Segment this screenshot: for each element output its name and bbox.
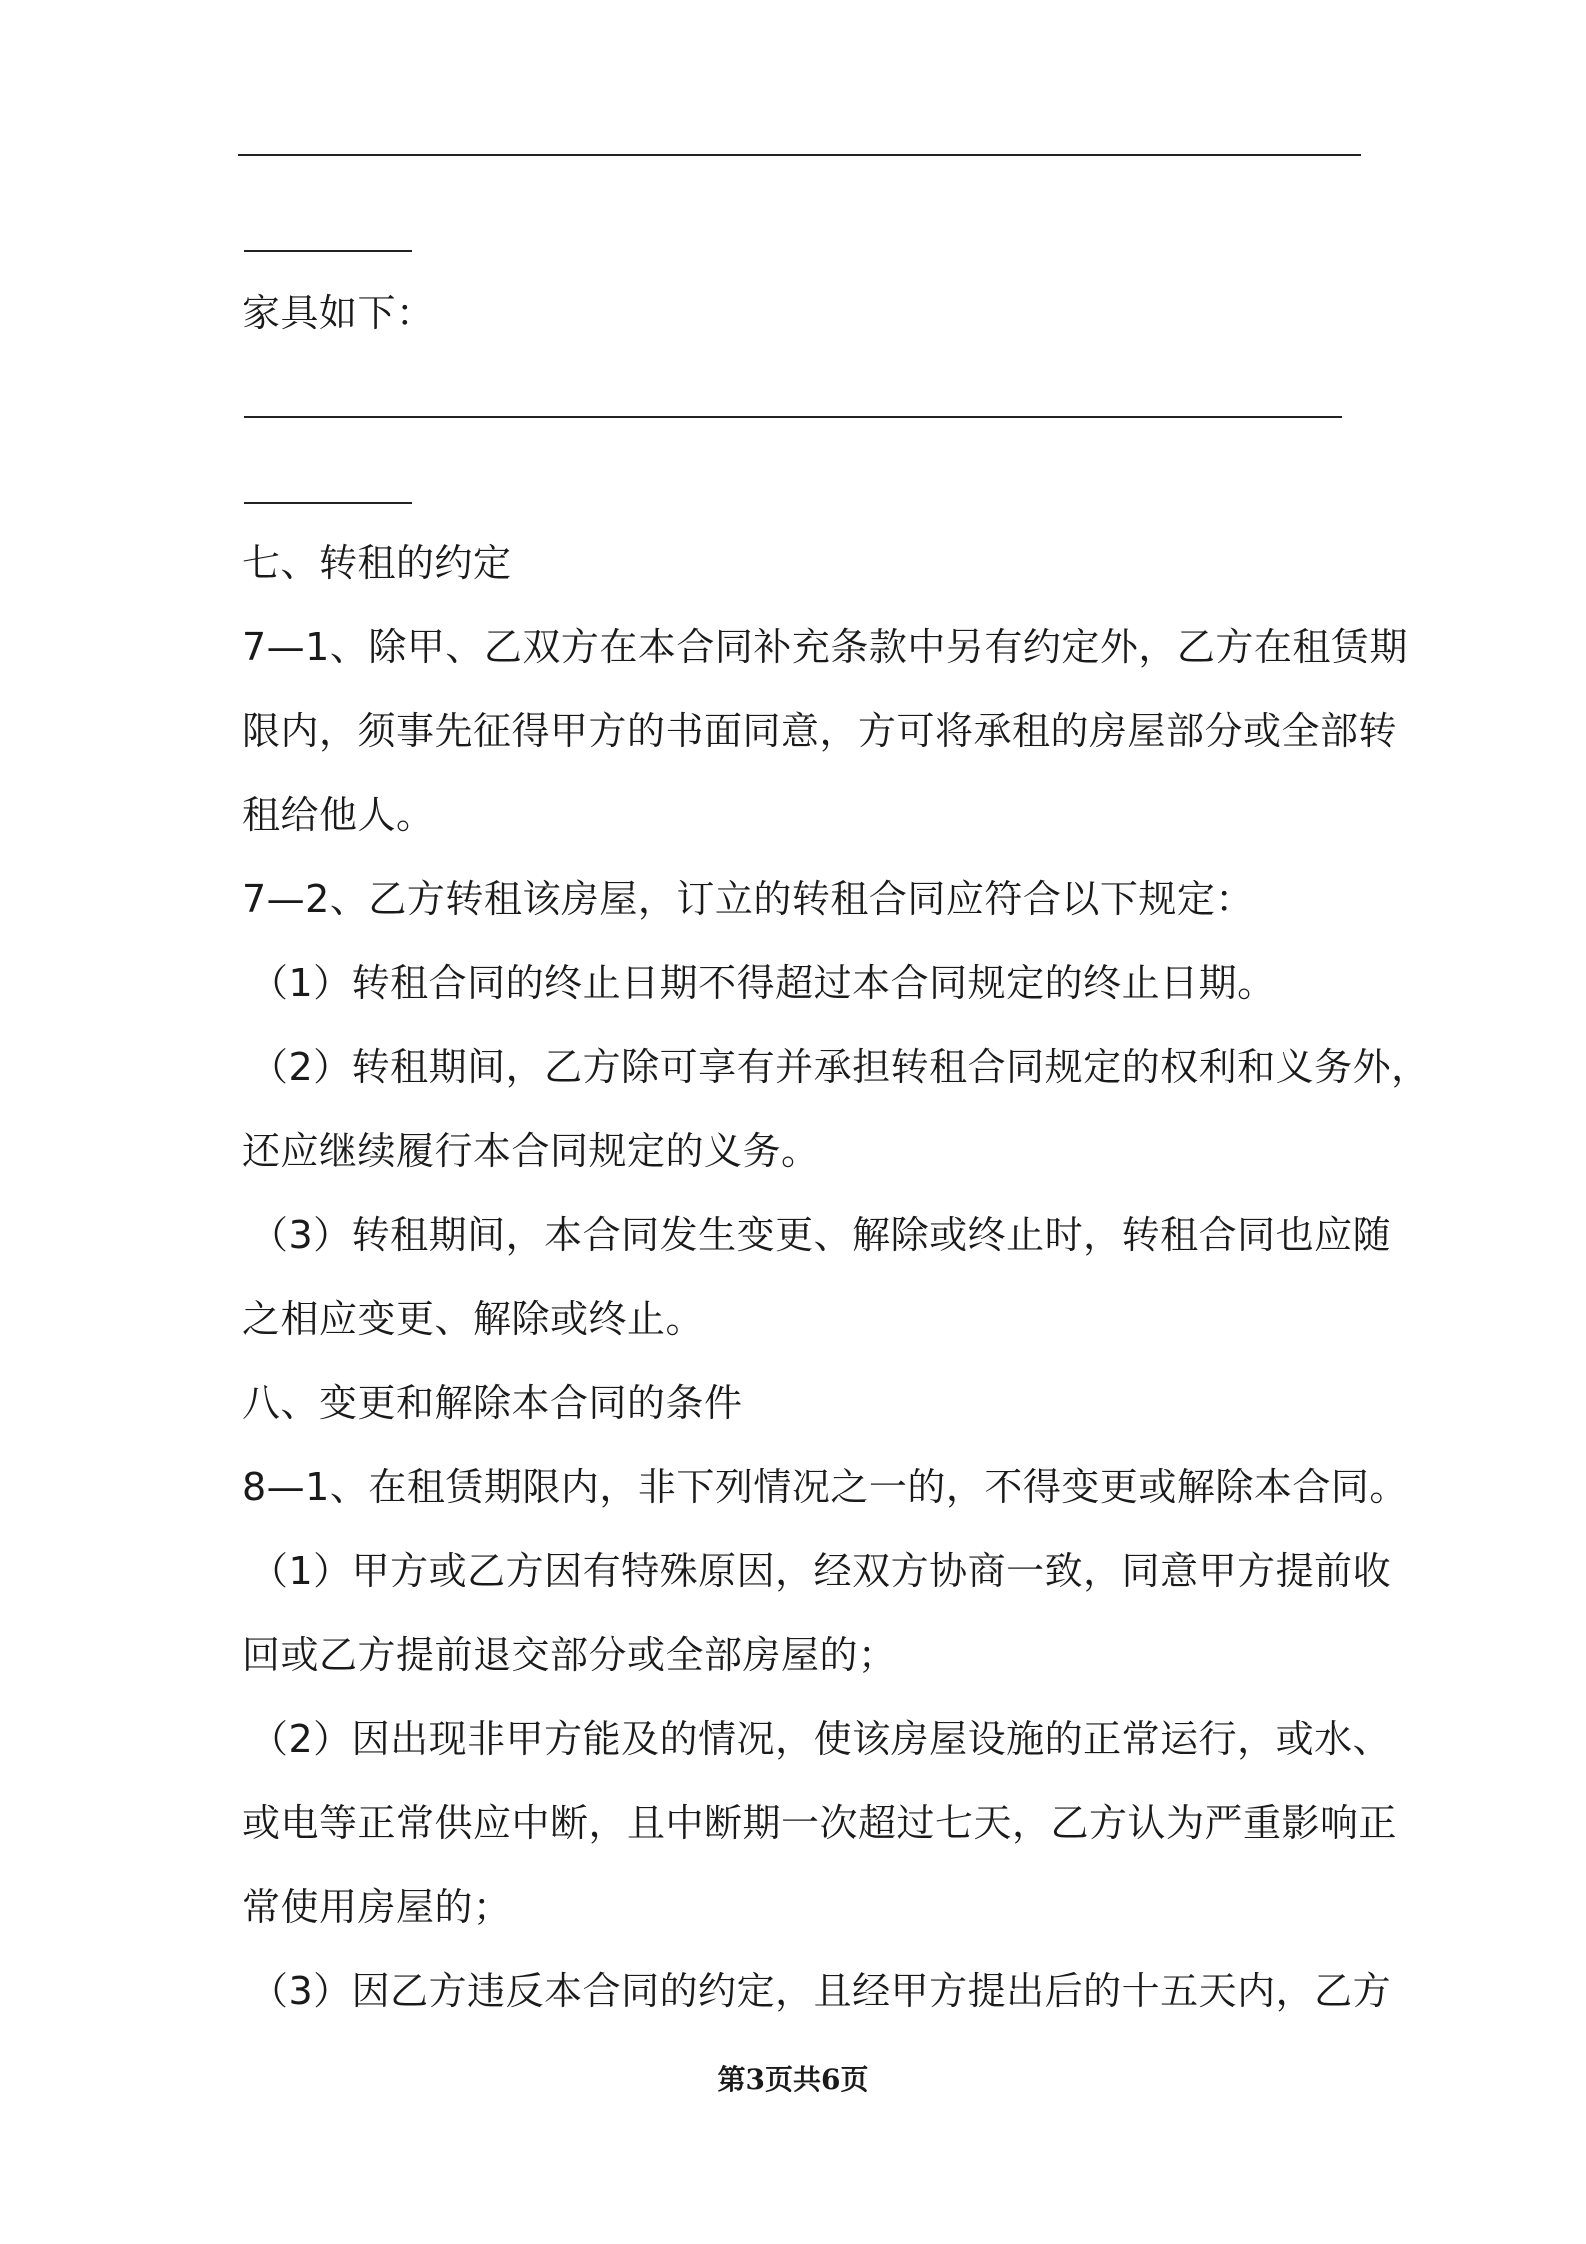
paragraph-line: 7—1、除甲、乙双方在本合同补充条款中另有约定外，乙方在租赁期: [242, 625, 1408, 669]
section-heading: 八、变更和解除本合同的条件: [242, 1381, 743, 1425]
list-item: （2）因出现非甲方能及的情况，使该房屋设施的正常运行，或水、: [250, 1717, 1392, 1761]
section-heading: 七、转租的约定: [242, 541, 512, 585]
paragraph-line: 常使用房屋的；: [242, 1885, 512, 1929]
top-rule: [238, 154, 1361, 156]
fill-blank-line: [244, 416, 1342, 418]
list-item: （2）转租期间，乙方除可享有并承担转租合同规定的权利和义务外，: [250, 1045, 1430, 1089]
paragraph-line: 租给他人。: [242, 793, 435, 837]
list-item: （3）因乙方违反本合同的约定，且经甲方提出后的十五天内，乙方: [250, 1969, 1392, 2013]
list-item: （1）甲方或乙方因有特殊原因，经双方协商一致，同意甲方提前收: [250, 1549, 1392, 1593]
furniture-label: 家具如下：: [242, 291, 435, 335]
fill-blank-line: [244, 502, 412, 504]
page-number: 第3页共6页: [717, 2063, 869, 2096]
paragraph-line: 之相应变更、解除或终止。: [242, 1297, 705, 1341]
paragraph-line: 8—1、在租赁期限内，非下列情况之一的，不得变更或解除本合同。: [242, 1465, 1408, 1509]
fill-blank-line: [244, 250, 412, 252]
paragraph-line: 回或乙方提前退交部分或全部房屋的；: [242, 1633, 897, 1677]
paragraph-line: 限内，须事先征得甲方的书面同意，方可将承租的房屋部分或全部转: [242, 709, 1398, 753]
paragraph-line: 或电等正常供应中断，且中断期一次超过七天，乙方认为严重影响正: [242, 1801, 1398, 1845]
paragraph-line: 7—2、乙方转租该房屋，订立的转租合同应符合以下规定：: [242, 877, 1254, 921]
list-item: （3）转租期间，本合同发生变更、解除或终止时，转租合同也应随: [250, 1213, 1392, 1257]
list-item: （1）转租合同的终止日期不得超过本合同规定的终止日期。: [250, 961, 1276, 1005]
paragraph-line: 还应继续履行本合同规定的义务。: [242, 1129, 820, 1173]
